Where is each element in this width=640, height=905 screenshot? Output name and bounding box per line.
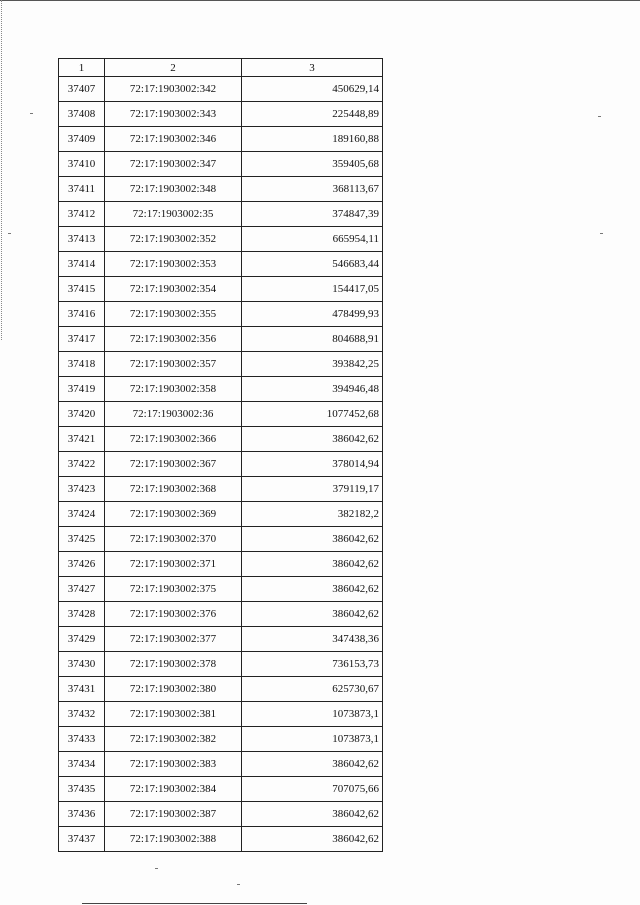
row-number-cell: 37417 — [59, 327, 105, 352]
table-row — [59, 102, 383, 127]
table-row — [59, 627, 383, 652]
row-number-cell: 37419 — [59, 377, 105, 402]
value-cell: 450629,14 — [242, 77, 383, 102]
row-number-cell: 37420 — [59, 402, 105, 427]
scan-speck — [8, 233, 11, 234]
table-row — [59, 452, 383, 477]
cadastral-number-cell: 72:17:1903002:357 — [105, 352, 242, 377]
table-row — [59, 127, 383, 152]
cadastral-number-cell: 72:17:1903002:377 — [105, 627, 242, 652]
value-cell: 386042,62 — [242, 527, 383, 552]
table-row — [59, 752, 383, 777]
value-cell: 347438,36 — [242, 627, 383, 652]
table-row — [59, 177, 383, 202]
table-row — [59, 77, 383, 102]
table-row — [59, 152, 383, 177]
value-cell: 665954,11 — [242, 227, 383, 252]
cadastral-number-cell: 72:17:1903002:371 — [105, 552, 242, 577]
cadastral-number-cell: 72:17:1903002:347 — [105, 152, 242, 177]
table-row — [59, 427, 383, 452]
row-number-cell: 37407 — [59, 77, 105, 102]
value-cell: 368113,67 — [242, 177, 383, 202]
table-row — [59, 602, 383, 627]
value-cell: 1073873,1 — [242, 727, 383, 752]
value-cell: 386042,62 — [242, 602, 383, 627]
top-border-line — [0, 0, 640, 1]
value-cell: 374847,39 — [242, 202, 383, 227]
row-number-cell: 37413 — [59, 227, 105, 252]
value-cell: 386042,62 — [242, 577, 383, 602]
cadastral-number-cell: 72:17:1903002:35 — [105, 202, 242, 227]
cadastral-number-cell: 72:17:1903002:343 — [105, 102, 242, 127]
cadastral-number-cell: 72:17:1903002:36 — [105, 402, 242, 427]
value-cell: 386042,62 — [242, 802, 383, 827]
table-row — [59, 777, 383, 802]
cadastral-number-cell: 72:17:1903002:352 — [105, 227, 242, 252]
value-cell: 386042,62 — [242, 427, 383, 452]
row-number-cell: 37412 — [59, 202, 105, 227]
table-row — [59, 302, 383, 327]
value-cell: 225448,89 — [242, 102, 383, 127]
table-row — [59, 277, 383, 302]
row-number-cell: 37411 — [59, 177, 105, 202]
value-cell: 707075,66 — [242, 777, 383, 802]
row-number-cell: 37427 — [59, 577, 105, 602]
value-cell: 1077452,68 — [242, 402, 383, 427]
value-cell: 393842,25 — [242, 352, 383, 377]
table-row — [59, 577, 383, 602]
table-row — [59, 702, 383, 727]
column-header-2: 2 — [105, 59, 242, 77]
cadastral-number-cell: 72:17:1903002:370 — [105, 527, 242, 552]
row-number-cell: 37416 — [59, 302, 105, 327]
table-row — [59, 402, 383, 427]
cadastral-number-cell: 72:17:1903002:356 — [105, 327, 242, 352]
table-header-row — [59, 59, 383, 77]
value-cell: 386042,62 — [242, 827, 383, 852]
row-number-cell: 37424 — [59, 502, 105, 527]
value-cell: 386042,62 — [242, 552, 383, 577]
data-table — [58, 58, 383, 852]
value-cell: 189160,88 — [242, 127, 383, 152]
scan-speck — [30, 113, 33, 114]
cadastral-number-cell: 72:17:1903002:388 — [105, 827, 242, 852]
scan-speck — [155, 868, 158, 869]
table-body — [59, 77, 383, 852]
value-cell: 625730,67 — [242, 677, 383, 702]
column-header-3: 3 — [242, 59, 383, 77]
table-row — [59, 827, 383, 852]
left-margin-marks — [1, 0, 3, 340]
table-row — [59, 527, 383, 552]
value-cell: 378014,94 — [242, 452, 383, 477]
table-row — [59, 802, 383, 827]
table-row — [59, 202, 383, 227]
row-number-cell: 37422 — [59, 452, 105, 477]
cadastral-number-cell: 72:17:1903002:375 — [105, 577, 242, 602]
value-cell: 154417,05 — [242, 277, 383, 302]
row-number-cell: 37415 — [59, 277, 105, 302]
row-number-cell: 37437 — [59, 827, 105, 852]
cadastral-number-cell: 72:17:1903002:355 — [105, 302, 242, 327]
cadastral-number-cell: 72:17:1903002:367 — [105, 452, 242, 477]
row-number-cell: 37432 — [59, 702, 105, 727]
bottom-border-line — [82, 903, 307, 904]
cadastral-number-cell: 72:17:1903002:366 — [105, 427, 242, 452]
cadastral-number-cell: 72:17:1903002:348 — [105, 177, 242, 202]
table-row — [59, 327, 383, 352]
value-cell: 546683,44 — [242, 252, 383, 277]
cadastral-number-cell: 72:17:1903002:369 — [105, 502, 242, 527]
table-row — [59, 652, 383, 677]
scan-speck — [237, 884, 240, 885]
row-number-cell: 37410 — [59, 152, 105, 177]
cadastral-number-cell: 72:17:1903002:383 — [105, 752, 242, 777]
value-cell: 1073873,1 — [242, 702, 383, 727]
column-header-1: 1 — [59, 59, 105, 77]
table-row — [59, 477, 383, 502]
table-row — [59, 502, 383, 527]
row-number-cell: 37429 — [59, 627, 105, 652]
table-row — [59, 552, 383, 577]
row-number-cell: 37430 — [59, 652, 105, 677]
row-number-cell: 37425 — [59, 527, 105, 552]
cadastral-number-cell: 72:17:1903002:342 — [105, 77, 242, 102]
row-number-cell: 37421 — [59, 427, 105, 452]
value-cell: 382182,2 — [242, 502, 383, 527]
row-number-cell: 37433 — [59, 727, 105, 752]
cadastral-number-cell: 72:17:1903002:358 — [105, 377, 242, 402]
table-row — [59, 677, 383, 702]
cadastral-number-cell: 72:17:1903002:380 — [105, 677, 242, 702]
cadastral-number-cell: 72:17:1903002:382 — [105, 727, 242, 752]
cadastral-number-cell: 72:17:1903002:346 — [105, 127, 242, 152]
cadastral-number-cell: 72:17:1903002:378 — [105, 652, 242, 677]
value-cell: 359405,68 — [242, 152, 383, 177]
row-number-cell: 37418 — [59, 352, 105, 377]
row-number-cell: 37428 — [59, 602, 105, 627]
row-number-cell: 37409 — [59, 127, 105, 152]
row-number-cell: 37408 — [59, 102, 105, 127]
cadastral-number-cell: 72:17:1903002:354 — [105, 277, 242, 302]
cadastral-number-cell: 72:17:1903002:387 — [105, 802, 242, 827]
row-number-cell: 37435 — [59, 777, 105, 802]
row-number-cell: 37431 — [59, 677, 105, 702]
value-cell: 478499,93 — [242, 302, 383, 327]
table-row — [59, 352, 383, 377]
value-cell: 386042,62 — [242, 752, 383, 777]
row-number-cell: 37434 — [59, 752, 105, 777]
value-cell: 804688,91 — [242, 327, 383, 352]
value-cell: 394946,48 — [242, 377, 383, 402]
cadastral-number-cell: 72:17:1903002:381 — [105, 702, 242, 727]
scan-speck — [598, 116, 601, 117]
table-row — [59, 252, 383, 277]
scan-speck — [600, 233, 603, 234]
row-number-cell: 37426 — [59, 552, 105, 577]
table-row — [59, 377, 383, 402]
cadastral-number-cell: 72:17:1903002:376 — [105, 602, 242, 627]
cadastral-number-cell: 72:17:1903002:353 — [105, 252, 242, 277]
cadastral-number-cell: 72:17:1903002:384 — [105, 777, 242, 802]
row-number-cell: 37436 — [59, 802, 105, 827]
row-number-cell: 37414 — [59, 252, 105, 277]
table-row — [59, 727, 383, 752]
value-cell: 379119,17 — [242, 477, 383, 502]
value-cell: 736153,73 — [242, 652, 383, 677]
table-row — [59, 227, 383, 252]
cadastral-number-cell: 72:17:1903002:368 — [105, 477, 242, 502]
row-number-cell: 37423 — [59, 477, 105, 502]
